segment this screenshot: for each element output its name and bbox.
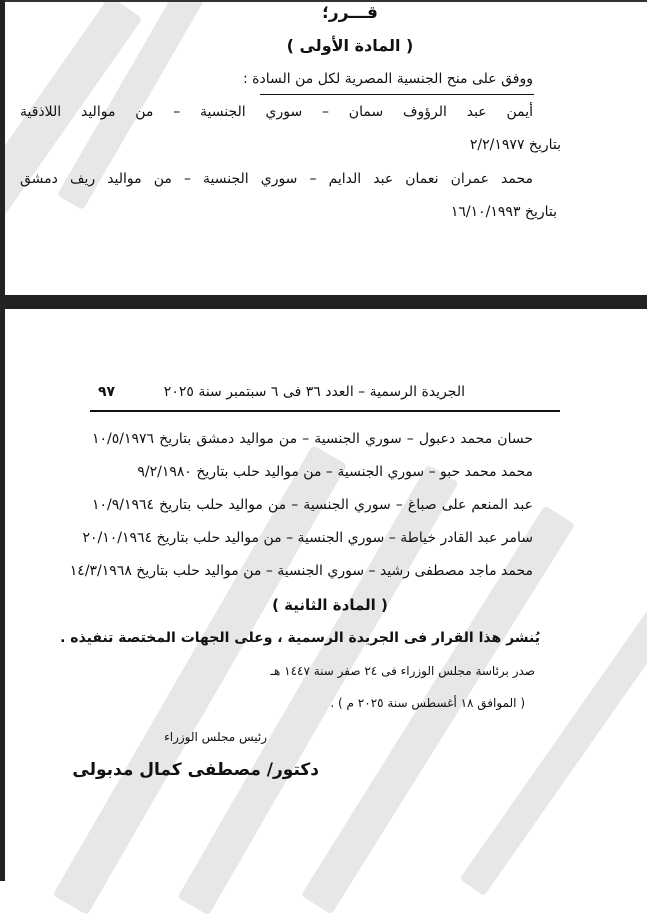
gazette-header-title: الجريدة الرسمية – العدد ٣٦ فى ٦ سبتمبر سنة ٢٠٢٥ [163, 384, 465, 400]
corresponding-date-text: ( الموافق ١٨ أغسطس سنة ٢٠٢٥ م ) . [330, 696, 525, 710]
article-two-heading: ( المادة الثانية ) [272, 596, 388, 614]
intro-underline [260, 94, 534, 95]
signer-name: دكتور/ مصطفى كمال مدبولى [72, 760, 319, 780]
signer-title: رئيس مجلس الوزراء [164, 730, 267, 744]
entry-row: حسان محمد دعبول – سوري الجنسية – من مواليد دمشق بتاريخ ١٠/٥/١٩٧٦ [92, 431, 533, 447]
issued-text: صدر برئاسة مجلس الوزراء فى ٢٤ صفر سنة ١٤٤٧ هـ [270, 664, 535, 678]
page-separator [0, 295, 647, 309]
publish-text: يُنشر هذا القرار فى الجريدة الرسمية ، وعلى الجهات المختصة تنفيذه . [60, 630, 540, 646]
entry-row: عبد المنعم على صباغ – سوري الجنسية – من مواليد حلب بتاريخ ١٠/٩/١٩٦٤ [92, 497, 533, 513]
decision-heading: قـــرر؛ [322, 3, 378, 23]
entry-row: سامر عبد القادر خياطة – سوري الجنسية – من مواليد حلب بتاريخ ٢٠/١٠/١٩٦٤ [82, 530, 533, 546]
entry-date: بتاريخ ١٦/١٠/١٩٩٣ [450, 204, 557, 220]
entry-date: بتاريخ ٢/٢/١٩٧٧ [469, 137, 561, 153]
intro-text: ووفق على منح الجنسية المصرية لكل من السادة : [242, 71, 533, 87]
article-one-heading: ( المادة الأولى ) [286, 36, 414, 55]
entry-row: محمد ماجد مصطفى رشيد – سوري الجنسية – من مواليد حلب بتاريخ ١٤/٣/١٩٦٨ [69, 563, 533, 579]
scan-edge-top [0, 0, 647, 2]
scan-edge-left [0, 0, 5, 881]
header-rule [90, 410, 560, 412]
entry-line: محمد عمران نعمان عبد الدايم – سوري الجنسية – من مواليد ريف دمشق [20, 171, 533, 187]
entry-row: محمد محمد حبو – سوري الجنسية – من مواليد حلب بتاريخ ٩/٢/١٩٨٠ [137, 464, 533, 480]
entry-line: أيمن عبد الرؤوف سمان – سوري الجنسية – من مواليد اللاذقية [20, 104, 533, 120]
page-number: ٩٧ [98, 384, 116, 400]
